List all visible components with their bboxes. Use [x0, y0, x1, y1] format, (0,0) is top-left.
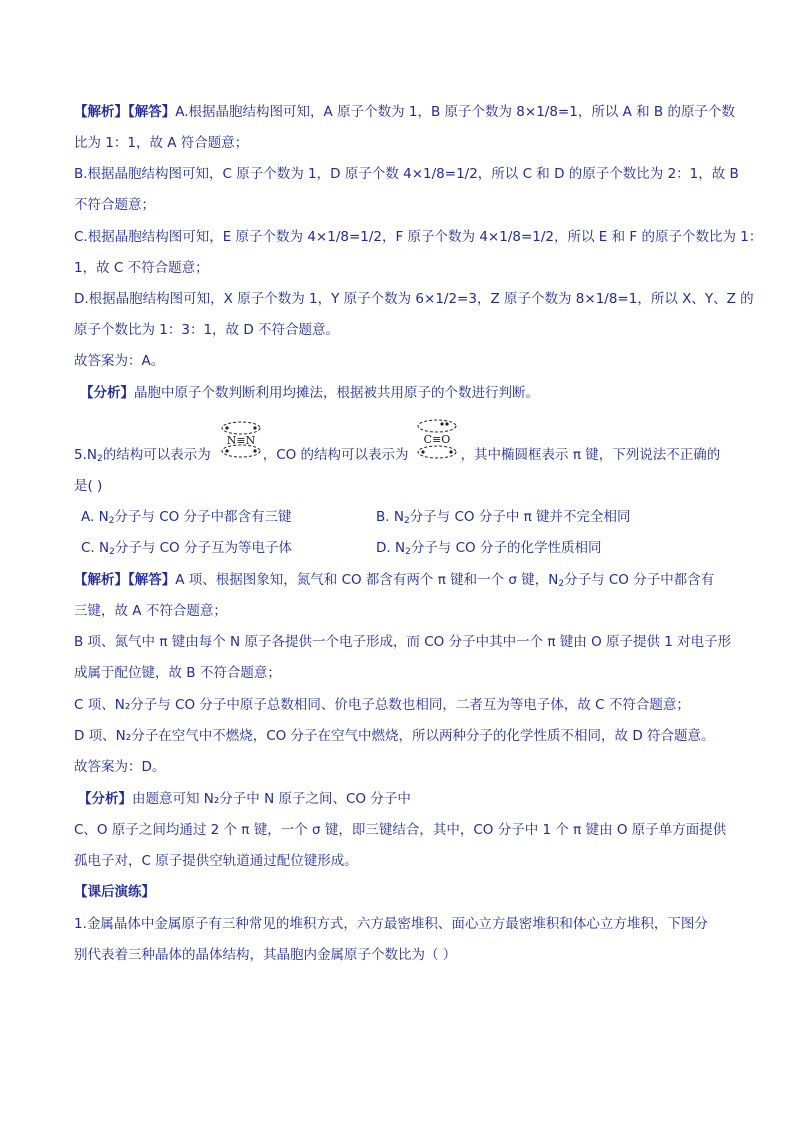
solution-text: 分子与 CO 分子中都含有 — [564, 572, 715, 588]
subscript: 2 — [96, 454, 103, 464]
practice-question-line: 别代表着三种晶体的晶体结构，其晶胞内金属原子个数比为（ ） — [74, 947, 457, 963]
solution-line: 原子个数比为 1：3：1，故 D 不符合题意。 — [74, 322, 340, 338]
option-text: D. N — [376, 540, 406, 556]
q5-text: 5.N — [74, 447, 97, 463]
answer-line: 故答案为：A。 — [74, 353, 165, 369]
analysis-text: 由题意可知 N₂分子中 N 原子之间、CO 分子中 — [132, 791, 411, 807]
solution-line: B.根据晶胞结构图可知，C 原子个数为 1，D 原子个数 4×1/8=1/2，所以 C 和 D 的原子个数比为 2：1，故 B — [74, 166, 739, 182]
n2-label: N≡N — [226, 434, 256, 447]
q5-text: ，CO 的结构可以表示为 — [262, 447, 409, 463]
solution-tag: 【解析】【解答】 — [74, 104, 176, 120]
solution-line — [74, 570, 724, 594]
analysis-line — [80, 383, 730, 403]
electron-dot — [445, 422, 448, 425]
option-text: 分子与 CO 分子互为等电子体 — [114, 540, 292, 556]
electron-dot — [449, 450, 452, 453]
solution-line: 三键，故 A 不符合题意； — [74, 603, 227, 619]
option-a — [81, 507, 292, 531]
solution-line: D 项、N₂分子在空气中不燃烧，CO 分子在空气中燃烧，所以两种分子的化学性质不相同，故 D 符合题意。 — [74, 728, 715, 744]
solution-text: A.根据晶胞结构图可知，A 原子个数为 1，B 原子个数为 8×1/8=1，所以 A 和 B 的原子个数 — [175, 104, 735, 120]
analysis-tag: 【分析】 — [80, 385, 134, 401]
solution-line: 1，故 C 不符合题意； — [74, 260, 209, 276]
option-text: 分子与 CO 分子中都含有三键 — [114, 509, 292, 525]
electron-dot — [421, 450, 424, 453]
analysis-line — [78, 789, 728, 809]
analysis-line: 孤电子对，C 原子提供空轨道通过配位键形成。 — [74, 853, 358, 869]
option-text: C. N — [81, 540, 110, 556]
practice-question-line: 1.金属晶体中金属原子有三种常见的堆积方式，六方最密堆积、面心立方最密堆积和体心立方堆积，下图分 — [74, 916, 708, 932]
solution-line: 成属于配位键，故 B 不符合题意； — [74, 665, 281, 681]
option-c — [81, 538, 292, 562]
solution-line — [74, 102, 735, 122]
option-text: B. N — [376, 509, 404, 525]
electron-dot — [253, 449, 256, 452]
q5-text: 的结构可以表示为 — [102, 447, 211, 463]
practice-heading — [74, 882, 724, 902]
option-b — [376, 507, 631, 531]
electron-dot — [225, 426, 228, 429]
electron-dot — [440, 422, 443, 425]
solution-line: C.根据晶胞结构图可知，E 原子个数为 4×1/8=1/2，F 原子个数为 4×1/8=1/2，所以 E 和 F 的原子个数比为 1： — [74, 229, 763, 245]
option-d — [376, 538, 601, 562]
subscript: 2 — [109, 547, 115, 557]
analysis-line: C、O 原子之间均通过 2 个 π 键，一个 σ 键，即三键结合，其中，CO 分子中 1 个 π 键由 O 原子单方面提供 — [74, 822, 727, 838]
option-text: 分子与 CO 分子中 π 键并不完全相同 — [409, 509, 631, 525]
solution-line: D.根据晶胞结构图可知，X 原子个数为 1，Y 原子个数为 6×1/2=3，Z 原子个数为 8×1/8=1，所以 X、Y、Z 的 — [74, 291, 754, 307]
solution-line: 不符合题意； — [74, 197, 155, 213]
q5-text: ，其中椭圆框表示 π 键，下列说法不正确的 — [460, 447, 721, 463]
solution-line: C 项、N₂分子与 CO 分子中原子总数相同、价电子总数也相同，二者互为等电子体，故 C 不符合题意； — [74, 697, 690, 713]
solution-line: B 项、氮气中 π 键由每个 N 原子各提供一个电子形成，而 CO 分子中其中一个 π 键由 O 原子提供 1 对电子形 — [74, 634, 732, 650]
question-5-stem — [74, 445, 724, 469]
solution-text: A 项、根据图象知，氮气和 CO 都含有两个 π 键和一个 σ 键，N — [175, 572, 559, 588]
option-text: 分子与 CO 分子的化学性质相同 — [410, 540, 602, 556]
solution-tag: 【解析】【解答】 — [74, 572, 176, 588]
electron-dot — [225, 449, 228, 452]
practice-heading-text: 【课后演练】 — [74, 884, 155, 900]
analysis-tag: 【分析】 — [78, 791, 132, 807]
co-label: C≡O — [423, 433, 451, 446]
subscript: 2 — [405, 547, 411, 557]
subscript: 2 — [108, 516, 115, 526]
subscript: 2 — [403, 516, 410, 526]
subscript: 2 — [558, 579, 565, 589]
analysis-text: 晶胞中原子个数判断利用均摊法，根据被共用原子的个数进行判断。 — [134, 385, 539, 401]
electron-dot — [253, 426, 256, 429]
question-5-stem-end: 是( ) — [74, 478, 103, 494]
answer-line: 故答案为：D。 — [74, 759, 166, 775]
option-text: A. N — [81, 509, 109, 525]
pi-bond-ellipse — [418, 420, 456, 432]
n2-structure-diagram — [216, 418, 266, 462]
solution-line: 比为 1：1，故 A 符合题意； — [74, 135, 249, 151]
co-structure-diagram — [412, 418, 462, 462]
